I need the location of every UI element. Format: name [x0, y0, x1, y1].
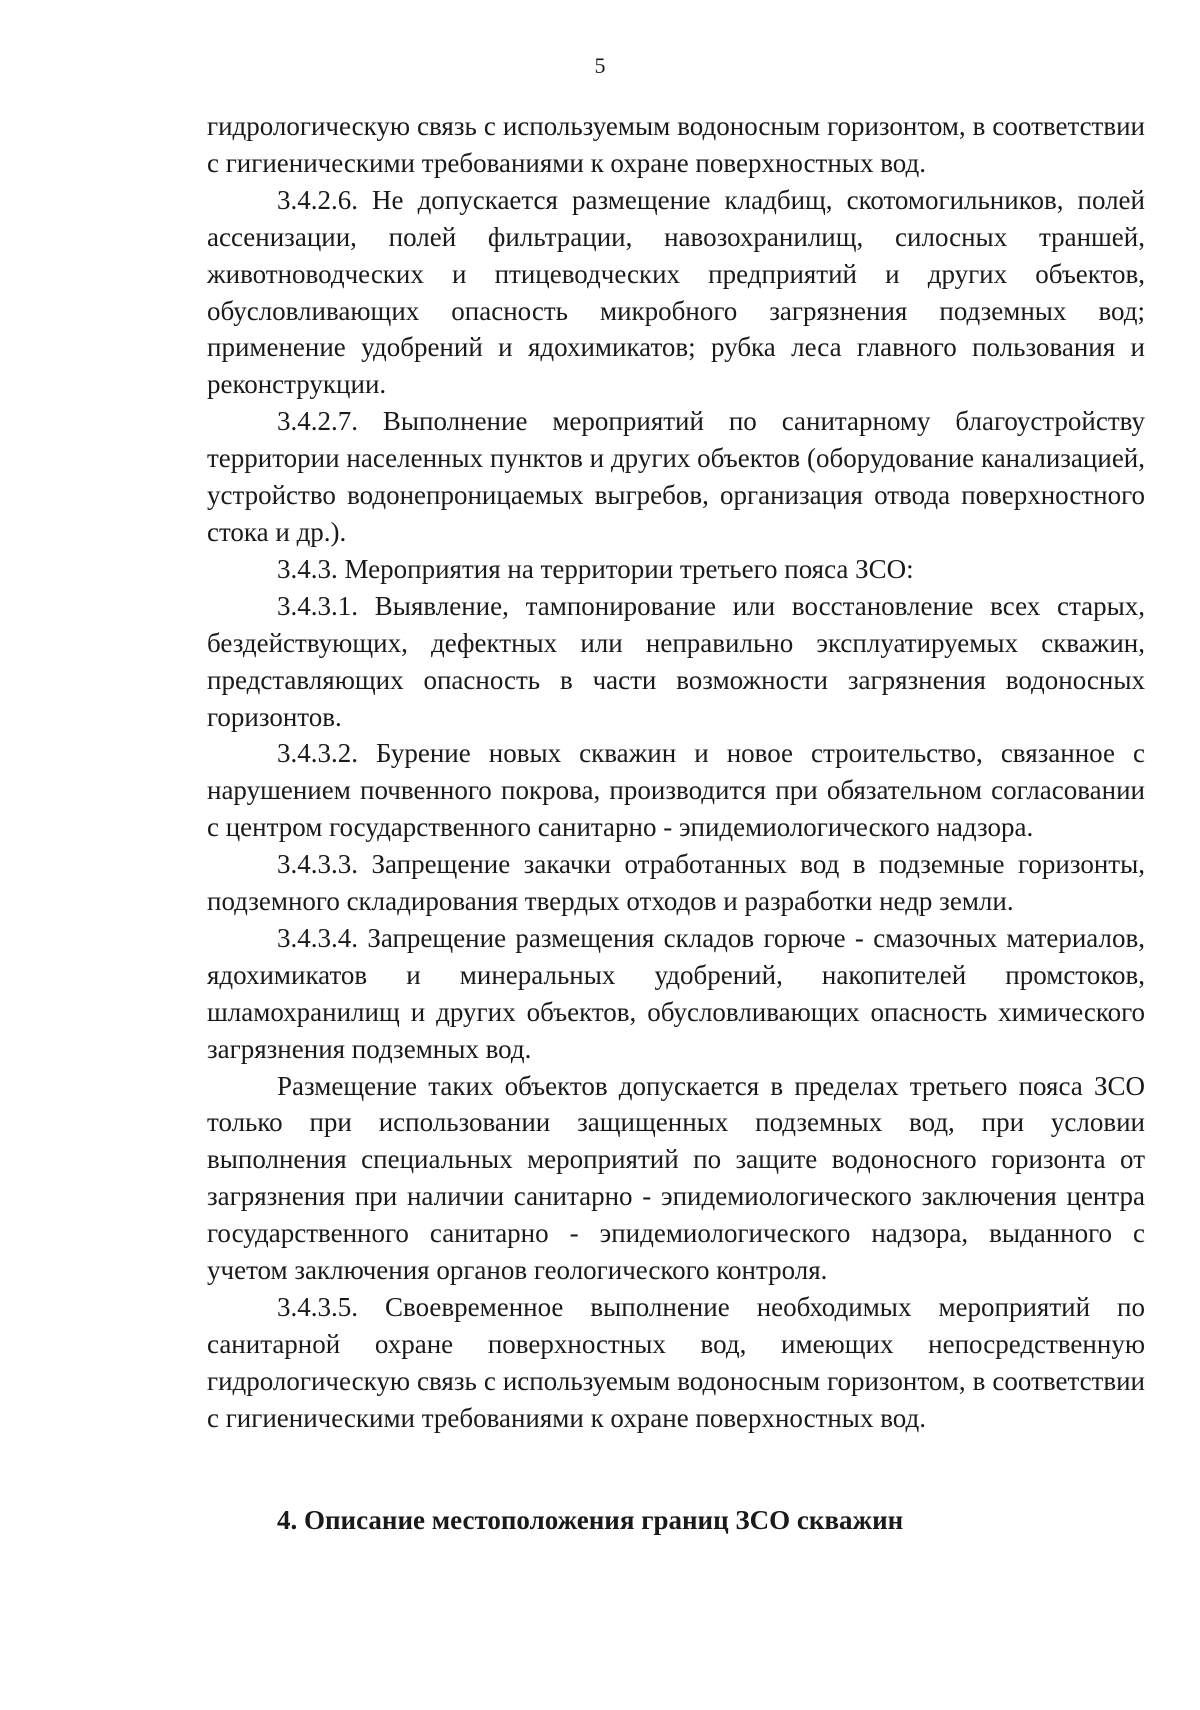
- paragraph-3-4-3-3: 3.4.3.3. Запрещение закачки отработанных вод в подземные горизонты, подземного складирования твердых отходов и разработки недр земли.: [207, 849, 1145, 917]
- paragraph-3-4-2-6: 3.4.2.6. Не допускается размещение кладбищ, скотомогильников, полей ассенизации, полей фильтрации, навозохранилищ, силосных траншей, животноводческих и птицеводческих предприятий и других объектов, обусловливающих опасность микробного загрязнения подземных вод; применение удобрений и ядохимикатов; рубка леса главного пользования и реконструкции.: [207, 184, 1145, 400]
- paragraph-continuation: гидрологическую связь с используемым водоносным горизонтом, в соответствии с гигиеническими требованиями к охране поверхностных вод.: [207, 111, 1145, 178]
- paragraph-3-4-3-5: 3.4.3.5. Своевременное выполнение необходимых мероприятий по санитарной охране поверхностных вод, имеющих непосредственную гидрологическую связь с используемым водоносным горизонтом, в соответствии с гигиеническими требованиями к охране поверхностных вод.: [207, 1292, 1145, 1433]
- paragraph-3-4-3-2: 3.4.3.2. Бурение новых скважин и новое строительство, связанное с нарушением почвенного покрова, производится при обязательном согласовании с центром государственного санитарно - эпидемиологического надзора.: [207, 738, 1145, 843]
- paragraph-3-4-3-1: 3.4.3.1. Выявление, тампонирование или восстановление всех старых, бездействующих, дефектных или неправильно эксплуатируемых скважин, представляющих опасность в части возможности загрязнения водоносных горизонтов.: [207, 590, 1145, 732]
- document-body: [207, 108, 1145, 1437]
- paragraph-placement-conditions: Размещение таких объектов допускается в пределах третьего пояса ЗСО только при использовании защищенных подземных вод, при условии выполнения специальных мероприятий по защите водоносного горизонта от загрязнения при наличии санитарно - эпидемиологического заключения центра государственного санитарно - эпидемиологического надзора, выданного с учетом заключения органов геологического контроля.: [207, 1070, 1145, 1286]
- paragraph-3-4-2-7: 3.4.2.7. Выполнение мероприятий по санитарному благоустройству территории населенных пунктов и других объектов (оборудование канализацией, устройство водонепроницаемых выгребов, организация отвода поверхностного стока и др.).: [207, 406, 1145, 547]
- page-number: 5: [594, 53, 606, 78]
- paragraph-3-4-3: 3.4.3. Мероприятия на территории третьего пояса ЗСО:: [277, 553, 914, 584]
- paragraph-3-4-3-4: 3.4.3.4. Запрещение размещения складов горюче - смазочных материалов, ядохимикатов и минеральных удобрений, накопителей промстоков, шламохранилищ и других объектов, обусловливающих опасность химического загрязнения подземных вод.: [207, 922, 1145, 1064]
- section-heading: 4. Описание местоположения границ ЗСО скважин: [277, 1505, 904, 1535]
